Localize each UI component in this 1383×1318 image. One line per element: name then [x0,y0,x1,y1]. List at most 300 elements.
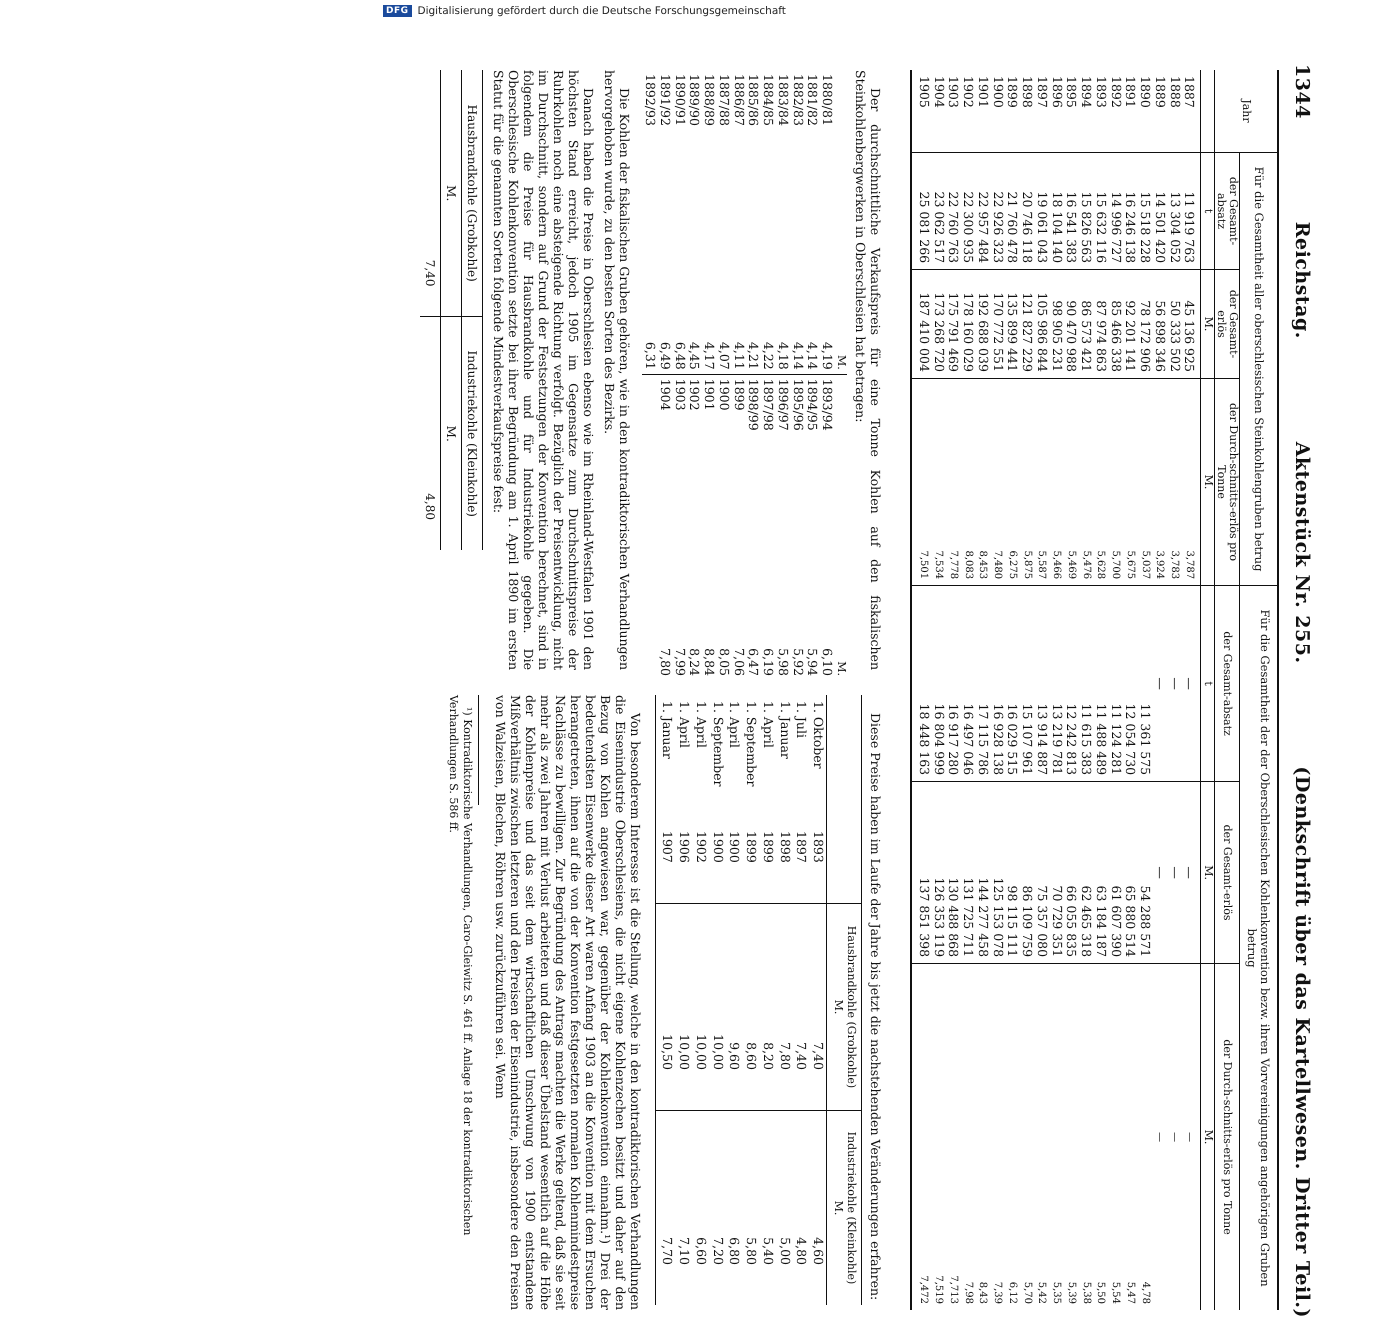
cell-d2: 5,42 [1034,964,1049,1310]
avg-value-right: 8,24 [687,648,703,676]
avg-year-left: 1882/83 [790,74,806,126]
avg-year-right: 1898/99 [746,374,761,612]
price-date [809,695,826,904]
avg-value-right: 6,47 [746,648,762,676]
cell-e2: 144 277 458 [975,782,990,964]
cell-e1: 192 688 039 [975,270,990,379]
price-date-day: 1. April [677,701,693,748]
cell-a2: 17 115 786 [975,586,990,782]
cell-a2: — [1152,586,1167,782]
head-left: Reichstag. [1291,221,1313,339]
cell-year: 1891 [1123,76,1139,108]
table-row [1019,70,1034,1310]
paragraph-fiscal-coal: Die Kohlen der fiskalischen Gruben gehören, wie in den kontradiktorischen Verhandlungen hervorgehoben wurde, zu den besten Sorten des Bezirks. [602,70,633,670]
list-item [775,70,790,680]
cell-a2: 11 615 383 [1078,586,1093,782]
cell-d1: 7,480 [990,378,1005,585]
cell-d2: 5,54 [1108,964,1123,1310]
price-header-date [827,695,862,904]
min-header-hausbrand: Hausbrandkohle (Grobkohle) [462,70,483,317]
price-hausbrand: 10,50 [655,904,675,1111]
avg-value-left: 4,21 [746,341,762,370]
cell-e1: 105 986 844 [1034,270,1049,379]
price-date-day: 1. April [727,701,743,748]
min-header-industrie: Industriekohle (Kleinkohle) [462,317,483,550]
cell-e1: 78 172 906 [1137,270,1152,379]
list-item [642,70,657,680]
cell-e1: 170 772 551 [990,270,1005,379]
table-row [911,70,931,1310]
cell-year: 1890 [1138,76,1154,108]
cell-a1: 19 061 043 [1034,153,1049,270]
price-date [742,695,759,904]
price-date-day: 1. April [693,701,709,748]
cell-d2: 5,47 [1123,964,1138,1310]
main-statistics-table [910,70,1277,1310]
header-group-convention-mines: Für die Gesamtheit der der Oberschlesischen Kohlenkonvention bezw. ihren Vorvereinigungen angehörigen Gruben betrug [1239,586,1277,1310]
list-item [657,70,672,680]
cell-a2: 13 219 781 [1049,586,1064,782]
table-row [1167,70,1182,1310]
cell-year: 1893 [1093,76,1109,108]
price-industrie: 4,80 [793,1110,810,1305]
table-row [946,70,961,1310]
cell-e2: 86 109 759 [1019,782,1034,964]
price-date [655,695,675,904]
cell-e2: 75 357 080 [1034,782,1049,964]
cell-e2: 61 607 390 [1108,782,1123,964]
table-row [793,695,810,1305]
cell-d2: 8,43 [975,964,990,1310]
avg-value-right: 7,06 [731,648,747,676]
price-hausbrand: 7,40 [793,904,810,1111]
cell-d1: 5,469 [1064,378,1079,585]
price-date-day: 1. Januar [660,701,676,759]
avg-year-right: 1901 [701,374,716,612]
price-date-day: 1. September [744,701,760,787]
price-industrie: 4,60 [809,1110,826,1305]
avg-year-left: 1887/88 [716,74,732,126]
cell-a1: 22 760 763 [946,153,961,270]
price-date-day: 1. Oktober [811,701,827,769]
list-item [716,70,731,680]
price-date-day: 1. Juli [794,701,810,738]
min-unit-2: M. [440,317,461,550]
table-row [975,70,990,1310]
header-durchschnitt-1: der Durch-schnitts-erlös pro Tonne [1214,378,1239,585]
cell-e1: 98 905 231 [1049,270,1064,379]
price-hausbrand: 8,20 [759,904,776,1111]
cell-d2: — [1167,964,1182,1310]
cell-d1: 6,275 [1005,378,1020,585]
cell-e1: 56 898 346 [1152,270,1167,379]
price-header-industrie-label: Industriekohle (Kleinkohle) [845,1131,858,1285]
cell-e1: 92 201 141 [1123,270,1138,379]
price-date-year: 1902 [693,831,709,863]
table-row [759,695,776,1305]
avg-value-left: 4,11 [731,341,747,370]
cell-d1: 7,534 [931,378,946,585]
cell-e1: 135 899 441 [1005,270,1020,379]
paragraph-iron-industry: Von besonderem Interesse ist die Stellung, welche in den kontradiktorischen Verhandlungen die Eisenindustrie Oberschlesiens, die nicht eigene Kohlenzechen besitzt und daher auf den Bezug von Kohlen angewiesen war, gegenüber der Kohlenkonvention einnahm.¹) Drei der bedeutendsten Eisenwerke dieser Art waren Anfang 1903 an die Konvention mit dem Ersuchen herangetreten, ihnen auf die von der Konvention festgesetzten normalen Kohlenmindestpreise Nachlässe zu bewilligen. Zur Begründung des Antrags machten die Werke geltend, daß sie seit mehr als zwei Jahren mit Verlust arbeiteten und daß dieser Übelstand wesentlich auf die Höhe der Kohlenpreise und das seit dem wirtschaftlichen Umschwung von 1900 entstandene Mißverhältnis zwischen letzteren und den Preisen der Eisenindustrie, insbesondere den Preisen von Walzeisen, Blechen, Röhren usw. zurückzuführen sei. Wenn [492,695,643,1310]
avg-value-left: 4,22 [761,341,777,370]
price-header-hausbrand-label: Hausbrandkohle (Grobkohle) [845,925,858,1089]
price-date-year: 1900 [727,831,743,863]
cell-d1: 5,466 [1049,378,1064,585]
cell-d2: 5,35 [1049,964,1064,1310]
avg-year-right: 1899 [731,374,746,612]
cell-d2: 6,12 [1005,964,1020,1310]
cell-e2: 137 851 398 [911,782,931,964]
cell-e1: 173 268 720 [931,270,946,379]
avg-value-left: 4,45 [687,341,703,370]
cell-d1: 7,501 [911,378,931,585]
list-item [819,70,834,680]
avg-value-left: 4,19 [820,341,836,370]
price-date-day: 1. April [760,701,776,748]
cell-a1: 11 919 763 [1182,153,1201,270]
cell-year: 1894 [1079,76,1095,108]
header-absatz-1: der Gesamt-absatz [1214,153,1239,270]
cell-e2: 126 353 119 [931,782,946,964]
price-hausbrand: 10,00 [709,904,726,1111]
price-date-year: 1899 [744,831,760,863]
cell-a1: 13 304 052 [1167,153,1182,270]
table-row [1108,70,1123,1310]
table-row [1064,70,1079,1310]
price-date [709,695,726,904]
cell-a1: 16 246 138 [1123,153,1138,270]
price-hausbrand: 7,80 [776,904,793,1111]
list-item [701,70,716,680]
avg-year-right: 1902 [687,374,702,612]
cell-e2: 66 055 835 [1064,782,1079,964]
cell-d2: — [1152,964,1167,1310]
cell-year: 1887 [1182,76,1198,108]
cell-e2: 131 725 711 [960,782,975,964]
avg-year-left: 1884/85 [761,74,777,126]
cell-d1: 3,783 [1167,378,1182,585]
cell-e2: 130 488 868 [946,782,961,964]
avg-value-right: 7,80 [657,648,673,676]
cell-d2: 4,78 [1137,964,1152,1310]
price-date-year: 1897 [794,831,810,863]
unit-m-3: M. [1201,782,1214,964]
price-hausbrand: 10,00 [692,904,709,1111]
cell-d1: 5,476 [1078,378,1093,585]
cell-a2: 12 054 730 [1123,586,1138,782]
table-row [692,695,709,1305]
cell-d1: 8,453 [975,378,990,585]
price-industrie: 5,80 [742,1110,759,1305]
cell-a2: 12 242 813 [1064,586,1079,782]
avg-value-right: 5,98 [775,648,791,676]
list-item [731,70,746,680]
price-industrie: 6,80 [726,1110,743,1305]
price-date-day: 1. Januar [777,701,793,759]
list-item [805,70,820,680]
min-unit-1: M. [444,185,459,202]
table-row [1182,70,1201,1310]
cell-d2: 5,50 [1093,964,1108,1310]
min-value-hausbrand: 7,40 [420,70,441,317]
table-row [709,695,726,1305]
table-row [675,695,692,1305]
avg-year-right: 1897/98 [760,374,775,612]
cell-a2: 18 448 163 [911,586,931,782]
avg-year-right: 1904 [657,374,672,612]
cell-year: 1904 [931,76,947,108]
cell-a2: 13 914 887 [1034,586,1049,782]
price-change-table [655,695,862,1305]
cell-a1: 20 746 118 [1019,153,1034,270]
avg-year-left: 1881/82 [805,74,821,126]
avg-price-intro: Der durchschnittliche Verkaufspreis für eine Tonne Kohlen auf den fiskalischen Steinkohlenbergwerken in Oberschlesien hat betragen: [853,70,883,670]
cell-year: 1905 [911,70,931,153]
min-value-industrie: 4,80 [420,317,441,550]
avg-year-right: 1893/94 [819,374,834,612]
table-row [776,695,793,1305]
cell-a2: 11 488 489 [1093,586,1108,782]
price-date-year: 1899 [760,831,776,863]
left-column [420,70,883,676]
unit-m-4: M. [1201,964,1214,1310]
cell-a1: 14 996 727 [1108,153,1123,270]
cell-year: 1889 [1152,76,1168,108]
avg-year-left: 1891/92 [657,74,673,126]
cell-d1: 5,587 [1034,378,1049,585]
avg-value-right: 5,92 [790,648,806,676]
table-row [1049,70,1064,1310]
avg-value-left: 4,14 [790,341,806,370]
cell-year: 1899 [1005,76,1021,108]
avg-value-right: 6,10 [820,648,836,676]
cell-a2: 16 029 515 [1005,586,1020,782]
table-row [742,695,759,1305]
cell-d1: 5,700 [1108,378,1123,585]
avg-year-right [642,374,657,612]
cell-e1: 50 333 502 [1167,270,1182,379]
price-industrie: 7,70 [655,1110,675,1305]
list-item [790,70,805,680]
avg-value-right: 8,05 [716,648,732,676]
running-head [1281,64,1313,1318]
side-credit [383,2,1383,20]
cell-year: 1896 [1049,76,1065,108]
cell-a2: 15 107 961 [1019,586,1034,782]
header-absatz-2: der Gesamt-absatz [1214,586,1239,782]
cell-e2: 63 184 187 [1093,782,1108,964]
table-row [1034,70,1049,1310]
avg-year-right: 1895/96 [790,374,805,612]
cell-e1: 175 791 469 [946,270,961,379]
cell-d1: 5,675 [1123,378,1138,585]
cell-a1: 16 541 383 [1064,153,1079,270]
cell-year: 1895 [1064,76,1080,108]
avg-year-left: 1888/89 [702,74,718,126]
cell-d2: 5,39 [1064,964,1079,1310]
price-date [692,695,709,904]
header-year: Jahr [1214,70,1277,153]
cell-a1: 14 501 420 [1152,153,1167,270]
minimum-price-table [420,70,483,550]
cell-d1: 5,875 [1019,378,1034,585]
table-row [931,70,946,1310]
cell-d1: 8,083 [960,378,975,585]
cell-e1: 90 470 988 [1064,270,1079,379]
price-industrie: 7,20 [709,1110,726,1305]
cell-d2: 7,98 [960,964,975,1310]
price-date-day: 1. September [710,701,726,787]
avg-year-right: 1896/97 [775,374,790,612]
avg-value-left: 4,14 [805,341,821,370]
cell-d1: 7,778 [946,378,961,585]
list-item [760,70,775,680]
head-right: (Denkschrift über das Kartellwesen. Dritter Teil.) [1291,766,1313,1318]
price-header-industrie [827,1110,862,1305]
cell-e1: 121 827 229 [1019,270,1034,379]
list-item [672,70,687,680]
cell-d1: 3,924 [1152,378,1167,585]
cell-a1: 23 062 517 [931,153,946,270]
table-row [1078,70,1093,1310]
list-item [687,70,702,680]
unit-t-1: t [1201,153,1214,270]
cell-d2: 5,38 [1078,964,1093,1310]
cell-a2: 11 124 281 [1108,586,1123,782]
cell-year: 1897 [1034,76,1050,108]
footnote: ¹) Kontradiktorische Verhandlungen, Caro-Gleiwitz S. 461 ff. Anlage 18 der kontradiktorischen Verhandlungen S. 586 ff. [446,695,474,1236]
avg-year-left: 1885/86 [746,74,762,126]
cell-e1: 87 974 863 [1093,270,1108,379]
cell-a1: 22 300 935 [960,153,975,270]
table-row [990,70,1005,1310]
cell-e2: 54 288 571 [1137,782,1152,964]
table-row [1123,70,1138,1310]
header-erloes-1: der Gesamt-erlös [1214,270,1239,379]
price-date-year: 1898 [777,831,793,863]
price-date [726,695,743,904]
avg-year-right: 1894/95 [805,374,820,612]
unit-m-1: M. [1201,270,1214,379]
price-industrie: 5,00 [776,1110,793,1305]
unit-t-2: t [1201,586,1214,782]
cell-year: 1902 [961,76,977,108]
cell-e2: 125 153 078 [990,782,1005,964]
price-unit-1: M. [832,999,846,1015]
avg-year-left: 1889/90 [687,74,703,126]
cell-e2: 98 115 111 [1005,782,1020,964]
avg-year-left: 1892/93 [643,74,659,126]
side-credit-text: Digitalisierung gefördert durch die Deutsche Forschungsgemeinschaft [417,4,786,17]
cell-year: 1892 [1108,76,1124,108]
table-row [1152,70,1167,1310]
paragraph-price-development: Danach haben die Preise in Oberschlesien ebenso wie im Rheinland-Westfalen 1901 den höchsten Stand erreicht, jedoch 1905 im Gegensatze zum Durchschnittspreise der Ruhrkohlen noch eine absteigende Richtung verfolgt. Bezüglich der Preisentwicklung, nicht im Durchschnitt, sondern auf Grund der Festsetzungen der Konvention berechnet, sind in folgendem die Preise für Hausbrandkohle und für Industriekohle gegeben. Die Oberschlesische Kohlenkonvention setzte bei ihrer Begründung am 1. April 1890 im ersten Statut für die genannten Sorten folgende Mindestverkaufspreise fest: [491,70,597,670]
avg-value-left: 6,31 [643,341,659,370]
cell-e2: 70 729 351 [1049,782,1064,964]
cell-a2: 16 917 280 [946,586,961,782]
price-date [675,695,692,904]
cell-d1: 5,628 [1093,378,1108,585]
cell-a1: 18 104 140 [1049,153,1064,270]
right-column [446,695,883,1310]
cell-a1: 25 081 266 [911,153,931,270]
table-row [726,695,743,1305]
avg-year-right: 1900 [716,374,731,612]
header-durchschnitt-2: der Durch-schnitts-erlös pro Tonne [1214,964,1239,1310]
price-date-year: 1907 [660,831,676,863]
price-industrie: 7,10 [675,1110,692,1305]
table-row [960,70,975,1310]
cell-a2: 11 361 575 [1137,586,1152,782]
footnote-rule [478,695,479,805]
cell-year: 1888 [1167,76,1183,108]
header-group-all-mines: Für die Gesamtheit aller oberschlesischen Steinkohlengruben betrug [1239,153,1277,586]
cell-d2: 7,39 [990,964,1005,1310]
avg-value-left: 4,17 [702,341,718,370]
table-row [655,695,675,1305]
price-date [776,695,793,904]
price-industrie: 6,60 [692,1110,709,1305]
avg-year-left: 1880/81 [820,74,836,126]
head-rule [1277,70,1279,1310]
cell-e1: 178 160 029 [960,270,975,379]
price-header-hausbrand [827,904,862,1111]
cell-year: 1903 [946,76,962,108]
avg-value-left: 4,18 [775,341,791,370]
cell-d2: — [1182,964,1201,1310]
avg-value-right [642,612,657,680]
avg-value-right: 8,84 [702,648,718,676]
unit-m-2: M. [1201,378,1214,585]
cell-e1: 86 573 421 [1078,270,1093,379]
price-date-year: 1906 [677,831,693,863]
cell-a1: 15 632 116 [1093,153,1108,270]
header-erloes-2: der Gesamt-erlös [1214,782,1239,964]
price-date [759,695,776,904]
cell-a2: — [1182,586,1201,782]
cell-e2: — [1152,782,1167,964]
price-change-intro: Diese Preise haben im Laufe der Jahre bis jetzt die nachstehenden Veränderungen erfahren: [868,713,883,1301]
price-hausbrand: 9,60 [726,904,743,1111]
cell-a2: 16 804 999 [931,586,946,782]
cell-d2: 7,713 [946,964,961,1310]
table-row [1093,70,1108,1310]
avg-value-left: 6,48 [672,341,688,370]
cell-year: 1898 [1020,76,1036,108]
cell-d2: 7,519 [931,964,946,1310]
cell-a1: 22 957 484 [975,153,990,270]
cell-a2: 16 928 138 [990,586,1005,782]
table-row [1005,70,1020,1310]
head-center: Aktenstück Nr. 255. [1291,441,1313,664]
cell-e1: 187 410 004 [911,270,931,379]
cell-e2: — [1182,782,1201,964]
table-row [1137,70,1152,1310]
price-date [793,695,810,904]
avg-year-left: 1883/84 [775,74,791,126]
cell-e1: 45 136 925 [1182,270,1201,379]
cell-d2: 7,472 [911,964,931,1310]
avg-price-table [642,70,847,680]
cell-e2: — [1167,782,1182,964]
cell-year: 1901 [975,76,991,108]
avg-unit-right: M. [835,661,848,676]
cell-d1: 5,037 [1137,378,1152,585]
cell-a2: 16 497 046 [960,586,975,782]
price-industrie: 5,40 [759,1110,776,1305]
avg-value-right: 7,99 [672,648,688,676]
